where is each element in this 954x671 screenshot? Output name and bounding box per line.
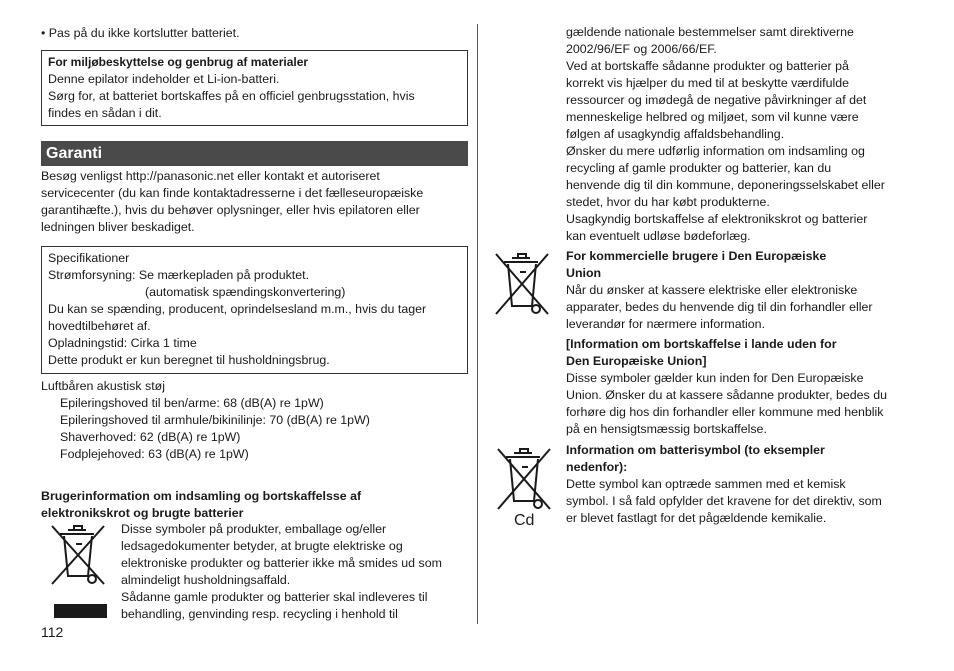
specifications-title: Specifikationer [48,251,130,265]
disposal-title-line-2: elektronikskrot og brugte batterier [41,506,244,520]
outside-eu-line-1: Disse symboler gælder kun inden for Den Europæiske [566,371,864,385]
right-line-5: ressourcer og imødegå de negative påvirkninger af det [566,93,867,107]
spec-line-2: hovedtilbehøret af. [48,319,151,333]
battery-line-1: Dette symbol kan optræde sammen med et kemisk [566,477,846,491]
commercial-title-2: Union [566,266,602,280]
cadmium-symbol: Cd [514,512,535,529]
disposal-line-5: Sådanne gamle produkter og batterier skal indleveres til [121,590,428,604]
right-line-8: Ønsker du mere udførlig information om indsamling og [566,144,865,158]
crossed-out-wheelie-bin-icon [494,443,558,513]
disposal-continued-text [566,24,885,245]
right-line-9: recycling af gamle produkter og batterier, kan du [566,161,832,175]
specifications-box [41,246,468,374]
right-line-3: Ved at bortskaffe sådanne produkter og batterier på [566,59,849,73]
outside-eu-title-1: [Information om bortskaffelse i lande uden for [566,337,837,351]
disposal-line-1: Disse symboler på produkter, emballage og/eller [121,522,387,536]
right-line-4: korrekt vis hjælper du med til at beskytte værdifulde [566,76,850,90]
black-bar-symbol [54,604,107,618]
outside-eu-section [566,336,887,438]
battery-title-2: nedenfor): [566,460,628,474]
bullet-short-circuit: • Pas på du ikke kortslutter batteriet. [41,26,240,40]
disposal-title [41,488,361,522]
right-line-7: følgen af usagkyndig affaldsbehandling. [566,127,785,141]
commercial-line-3: leverandør for nærmere information. [566,317,766,331]
environment-line-2: Sørg for, at batteriet bortskaffes på en officiel genbrugsstation, hvis [48,89,415,103]
battery-line-2: symbol. I så fald opfylder det kravene for det direktiv, som [566,494,882,508]
battery-symbol-section [566,442,882,527]
environment-line-3: findes en sådan i dit. [48,106,162,120]
crossed-out-wheelie-bin-icon [48,522,112,590]
spec-line-3: Opladningstid: Cirka 1 time [48,336,197,350]
crossed-out-wheelie-bin-icon [492,248,556,320]
right-line-10: henvende dig til din kommune, deponeringsselskabet eller [566,178,885,192]
disposal-title-line-1: Brugerinformation om indsamling og bortskaffelsse af [41,489,362,503]
guarantee-line-1: Besøg venligst http://panasonic.net eller kontakt et autoriseret [41,169,380,183]
battery-line-3: er blevet fastlagt for det pågældende kemikalie. [566,511,827,525]
guarantee-heading: Garanti [46,145,103,162]
guarantee-text [41,168,423,236]
commercial-line-2: apparater, bedes du henvende dig til din forhandler eller [566,300,873,314]
disposal-line-6: behandling, genvinding resp. recycling i henhold til [121,607,398,621]
right-line-12: Usagkyndig bortskaffelse af elektronikskrot og batterier [566,212,868,226]
noise-section [41,378,370,463]
environment-line-1: Denne epilator indeholder et Li-ion-batteri. [48,72,280,86]
guarantee-line-2: servicecenter (du kan finde kontaktadresserne i det fælleseuropæiske [41,186,424,200]
power-supply-note: (automatisk spændingskonvertering) [145,285,346,299]
noise-item-1: Epileringshoved til ben/arme: 68 (dB(A) re 1pW) [60,396,324,410]
noise-item-4: Fodplejehoved: 63 (dB(A) re 1pW) [60,447,249,461]
guarantee-heading-bar [41,141,468,166]
guarantee-line-4: ledningen bliver beskadiget. [41,220,195,234]
noise-item-3: Shaverhoved: 62 (dB(A) re 1pW) [60,430,241,444]
right-line-2: 2002/96/EF og 2006/66/EF. [566,42,717,56]
spec-line-4: Dette produkt er kun beregnet til husholdningsbrug. [48,353,330,367]
guarantee-line-3: garantihæfte.), hvis du behøver oplysninger, eller hvis epilatoren eller [41,203,420,217]
outside-eu-line-4: på en hensigtsmæssig bortskaffelse. [566,422,767,436]
noise-title: Luftbåren akustisk støj [41,379,165,393]
right-line-1: gældende nationale bestemmelser samt direktiverne [566,25,854,39]
commercial-line-1: Når du ønsker at kassere elektriske eller elektroniske [566,283,858,297]
disposal-line-3: elektroniske produkter og batterier ikke må smides ud som [121,556,442,570]
disposal-text [121,521,442,623]
noise-item-2: Epileringshoved til armhule/bikinilinje: 70 (dB(A) re 1pW) [60,413,370,427]
right-line-6: menneskelige helbred og miljøet, som vil kunne være [566,110,859,124]
outside-eu-line-2: Union. Ønsker du at kassere sådanne produkter, bedes du [566,388,887,402]
battery-title-1: Information om batterisymbol (to eksempler [566,443,825,457]
page-number: 112 [41,624,64,640]
column-divider [477,24,478,624]
disposal-line-2: ledsagedokumenter betyder, at brugte elektriske og [121,539,403,553]
spec-line-1: Du kan se spænding, producent, oprindelsesland m.m., hvis du tager [48,302,427,316]
disposal-line-4: almindeligt husholdningsaffald. [121,573,291,587]
environment-box [41,50,468,126]
commercial-users-section [566,248,873,333]
outside-eu-title-2: Den Europæiske Union] [566,354,707,368]
power-supply-line: Strømforsyning: Se mærkepladen på produktet. [48,268,310,282]
right-line-11: stedet, hvor du har købt produkterne. [566,195,770,209]
commercial-title-1: For kommercielle brugere i Den Europæiske [566,249,827,263]
right-line-13: kan eventuelt udløse bødeforlæg. [566,229,751,243]
environment-box-title: For miljøbeskyttelse og genbrug af materialer [48,55,309,69]
outside-eu-line-3: forhøre dig hos din forhandler eller kommune med henblik [566,405,884,419]
